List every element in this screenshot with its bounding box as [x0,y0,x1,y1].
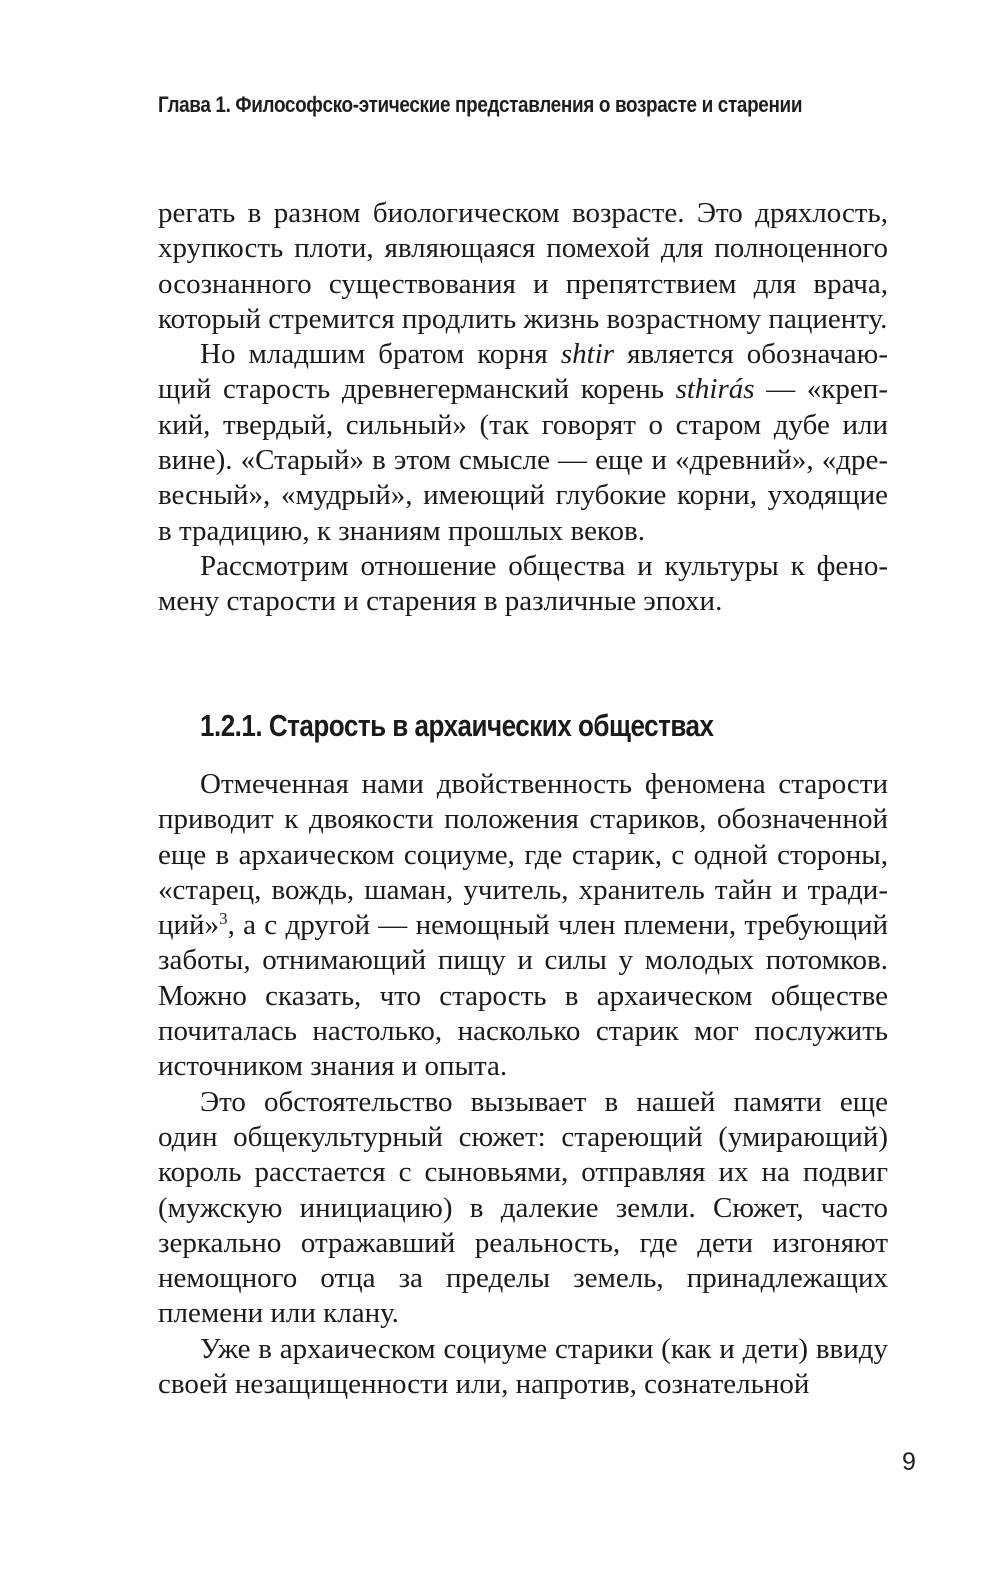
paragraph-text: является обозначающий старость древнегерманский корень [158,338,888,406]
paragraph-text: , а с другой — немощный член племени, требующий заботы, отнимающий пищу и силы у молодых потомков. Можно сказать, что старость в архаическом обществе почиталась настолько, насколько старик мог послужить источником знания и опыта. [158,909,888,1083]
paragraph-elders: Уже в архаическом социуме старики (как и дети) ввиду своей незащищенности или, напротив, сознательной [158,1332,888,1401]
paragraph-roots [158,337,888,549]
section-heading: 1.2.1. Старость в архаических обществах [200,708,714,743]
paragraph-continued: регать в разном биологическом возрасте. Это дряхлость, хрупкость плоти, являющаяся помехой для полноценного осознанного существования и препятствием для врача, который стремится продлить жизнь возрастному пациенту. [158,197,888,335]
footnote-marker[interactable]: 3 [219,909,228,929]
running-header: Глава 1. Философско-этические представления о возрасте и старении [158,92,803,117]
foreign-term: shtir [560,338,615,371]
body-text-top [158,196,888,620]
paragraph-text: — «крепкий, твердый, сильный» (так говорят о старом дубе или вине). «Старый» в этом смысле — еще и «древний», «древесный», «мудрый», имеющий глубокие корни, уходящие в традицию, к знаниям прошлых веков. [158,373,888,547]
paragraph-duality [158,767,888,1085]
paragraph-king-story: Это обстоятельство вызывает в нашей памяти еще один общекультурный сюжет: стареющий (умирающий) король расстается с сыновьями, отправляя их на подвиг (мужскую инициацию) в далекие земли. Сюжет, часто зеркально отражавший реальность, где дети изгоняют немощного отца за пределы земель, принадлежащих племени или клану. [158,1085,888,1330]
body-text-bottom [158,767,888,1402]
foreign-term: sthirás [675,373,755,406]
page-number: 9 [902,1448,916,1476]
paragraph-text: Отмеченная нами двойственность феномена старости приводит к двоякости положения стариков, обозначенной еще в архаическом социуме, где старик, с одной стороны, «старец, вождь, шаман, учитель, хранитель тайн и традиций» [158,768,888,942]
paragraph-epochs: Рассмотрим отношение общества и культуры к феномену старости и старения в различные эпохи. [158,549,888,618]
paragraph-text: Но младшим братом корня [200,338,561,371]
